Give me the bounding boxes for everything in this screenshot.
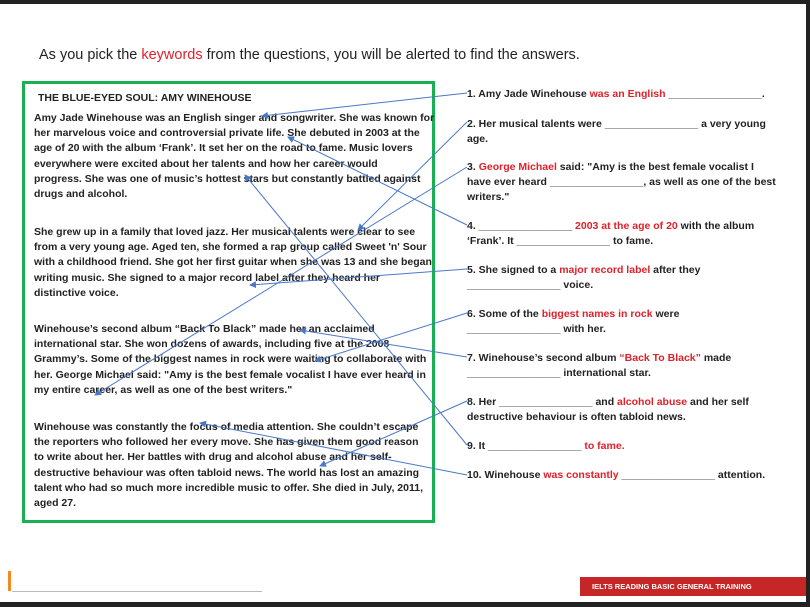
accent-underline	[12, 591, 262, 592]
intro-instruction: As you pick the keywords from the questions, you will be alerted to find the answers.	[39, 47, 580, 63]
accent-bar	[8, 571, 11, 591]
bottom-border	[0, 602, 810, 607]
question-5: 5. She signed to a major record label after they ________________ voice.	[467, 264, 701, 292]
question-1: 1. Amy Jade Winehouse was an English ________________.	[467, 88, 765, 100]
paragraph-2: She grew up in a family that loved jazz. Her musical talents were clear to see from a very young age. Aged ten, she formed a rap group called Sweet 'n' Sour with a childhood friend. She got her first guitar when she was 13 and she began writing music. She signed to a major record label after they heard her distinctive voice.	[34, 226, 432, 299]
question-2: 2. Her musical talents were ________________ a very young age.	[467, 118, 766, 146]
keywords-highlight: keywords	[141, 47, 203, 63]
top-border	[0, 0, 810, 4]
question-7: 7. Winehouse’s second album “Back To Black” made ________________ international star.	[467, 352, 732, 380]
paragraph-1: Amy Jade Winehouse was an English singer and songwriter. She was known for her marvelous voice and controversial private life. She debuted in 2003 at the age of 20 with the album ‘Frank’. It set her on the road to fame. Music lovers everywhere were excited about her talents and how her career would progress. She was one of music’s hottest stars but constantly battled against drugs and alcohol.	[34, 112, 435, 201]
paragraph-4: Winehouse was constantly the focus of media attention. She couldn’t escape the reporters who followed her every move. She has given them good reason to write about her. Her battles with drug and alcohol abuse and her self- destructive behaviour was often tabloid news. The world has lost an amazing talent who had so much more incredible music to offer. She died in July, 2011, aged 27.	[34, 421, 423, 510]
question-4: 4. ________________ 2003 at the age of 20 with the album ‘Frank’. It ________________ to fame.	[467, 220, 755, 248]
footer-badge: IELTS READING BASIC GENERAL TRAINING	[580, 577, 806, 596]
question-3: 3. George Michael said: "Amy is the best female vocalist I have ever heard ________________, as well as one of the best writers."	[467, 161, 776, 204]
question-10: 10. Winehouse was constantly ________________ attention.	[467, 469, 766, 481]
question-9: 9. It ________________ to fame.	[467, 440, 625, 452]
question-8: 8. Her ________________ and alcohol abuse and her self destructive behaviour is often tabloid news.	[467, 396, 749, 424]
question-6: 6. Some of the biggest names in rock were ________________ with her.	[467, 308, 680, 336]
right-border	[806, 0, 810, 607]
passage-title: THE BLUE-EYED SOUL: AMY WINEHOUSE	[38, 92, 252, 104]
paragraph-3: Winehouse’s second album “Back To Black” made her an acclaimed international star. She won dozens of awards, including five at the 2008 Grammy’s. Some of the biggest names in rock were waiting to collaborate with her. George Michael said: "Amy is the best female vocalist I have ever heard in my entire career, as well as one of the best writers."	[34, 323, 427, 396]
